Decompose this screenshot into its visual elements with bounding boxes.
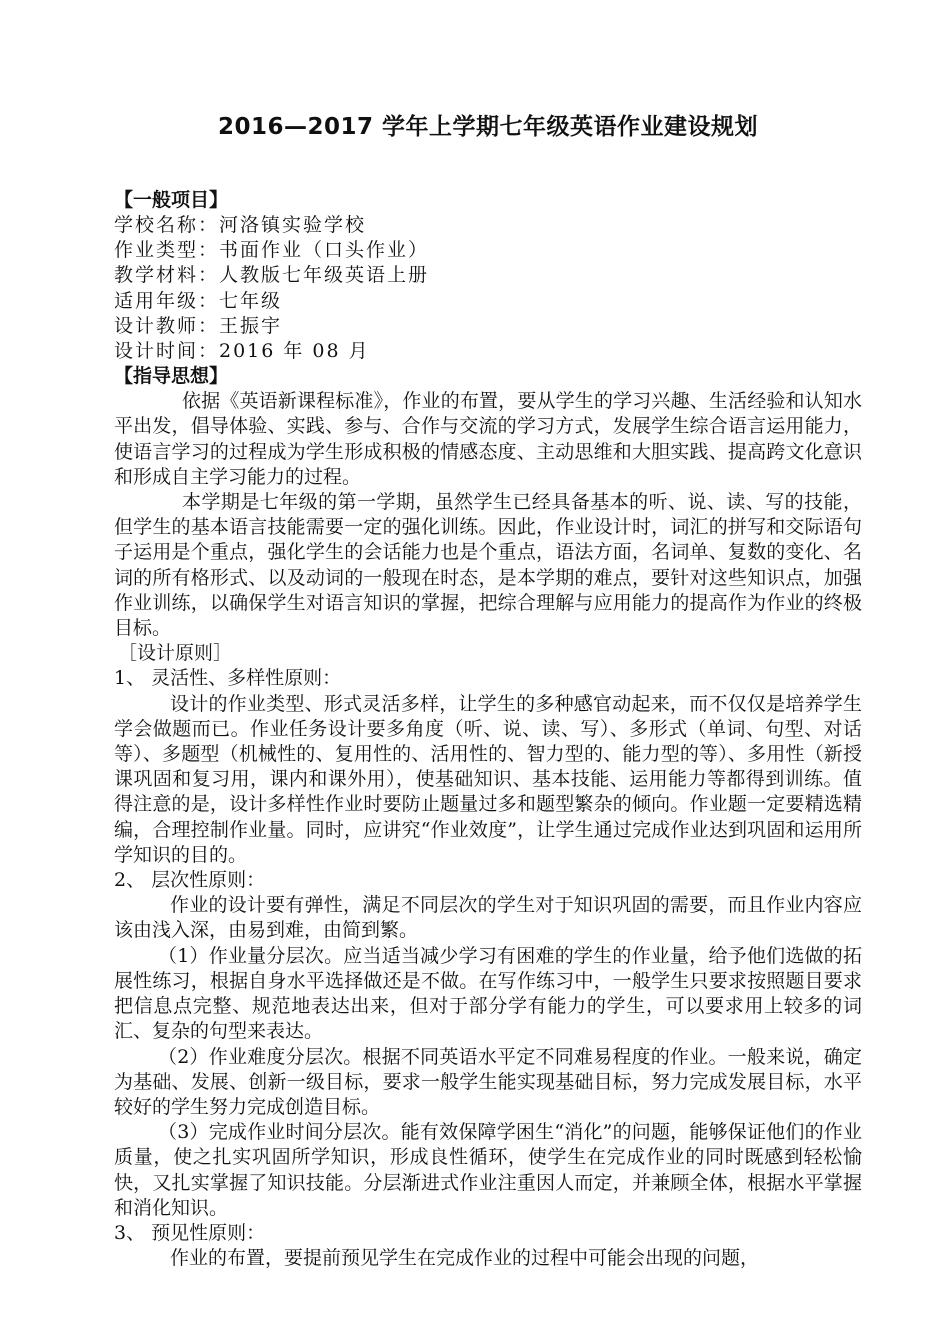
design-principles-heading: ［设计原则］ [118,642,233,665]
guiding-paragraph: 本学期是七年级的第一学期，虽然学生已经具备基本的听、说、读、写的技能，但学生的基本语言技能需要一定的强化训练。因此，作业设计时，词汇的拼写和交际语句子运用是个重点，强化学生的会话能力也是个重点，语法方面，名词单、复数的变化、名词的所有格形式、以及动词的一般现在时态，是本学期的难点，要针对这些知识点，加强作业训练，以确保学生对语言知识的掌握，把综合理解与应用能力的提高作为作业的终极目标。 [114,491,862,640]
principle-3-text: 作业的布置，要提前预见学生在完成作业的过程中可能会出现的问题， [170,1247,760,1270]
guiding-paragraph: 依据《英语新课程标准》，作业的布置，要从学生的学习兴趣、生活经验和认知水平出发，倡导体验、实践、参与、合作与交流的学习方式，发展学生综合语言运用能力，使语言学习的过程成为学生形成积极的情感态度、主动思维和大胆实践、提高跨文化意识和形成自主学习能力的过程。 [114,390,862,488]
info-designer: 设计教师：王振宇 [114,314,283,337]
principle-3-title: 3、 预见性原则： [114,1221,266,1244]
info-homework-type: 作业类型：书面作业（口头作业） [114,239,430,262]
principle-2-item: （3）完成作业时间分层次。能有效保障学困生“消化”的问题，能够保证他们的作业质量，使之扎实巩固所学知识，形成良性循环，使学生在完成作业的同时既感到轻松愉快，又扎实掌握了知识技能。分层渐进式作业注重因人而定，并兼顾全体，根据水平掌握和消化知识。 [114,1121,862,1219]
info-school-name: 学校名称：河洛镇实验学校 [114,214,367,236]
principle-2-item: （2）作业难度分层次。根据不同英语水平定不同难易程度的作业。一般来说，确定为基础、发展、创新一级目标，要求一般学生能实现基础目标，努力完成发展目标，水平较好的学生努力完成创造目标。 [114,1045,862,1118]
principle-1-title: 1、 灵活性、多样性原则： [114,667,342,690]
info-grade: 适用年级：七年级 [114,289,283,312]
principle-2-item: （1）作业量分层次。应当适当减少学习有困难的学生的作业量，给予他们选做的拓展性练习，根据自身水平选择做还是不做。在写作练习中，一般学生只要求按照题目要求把信息点完整、规范地表达出来，但对于部分学有能力的学生，可以要求用上较多的词汇、复杂的句型来表达。 [114,944,862,1043]
principle-1-text: 设计的作业类型、形式灵活多样，让学生的多种感官动起来，而不仅仅是培养学生学会做题而已。作业任务设计要多角度（听、说、读、写）、多形式（单词、句型、对话等）、多题型（机械性的、复用性的、活用性的、智力型的、能力型的等）、多用性（新授课巩固和复习用，课内和课外用），使基础知识、基本技能、运用能力等都得到训练。值得注意的是，设计多样性作业时要防止题量过多和题型繁杂的倾向。作业题一定要精选精编，合理控制作业量。同时，应讲究“作业效度”，让学生通过完成作业达到巩固和运用所学知识的目的。 [114,692,862,866]
guiding-section-heading: 【指导思想】 [114,365,229,388]
info-teaching-material: 教学材料：人教版七年级英语上册 [114,264,430,287]
info-design-time: 设计时间：2016 年 08 月 [114,340,370,363]
principle-2-title: 2、 层次性原则： [114,869,266,892]
document-title: 2016—2017 学年上学期七年级英语作业建设规划 [217,114,759,140]
document-page [114,112,862,1271]
general-section-heading: 【一般项目】 [114,189,229,211]
principle-2-text: 作业的设计要有弹性，满足不同层次的学生对于知识巩固的需要，而且作业内容应该由浅入深，由易到难，由简到繁。 [114,894,862,942]
